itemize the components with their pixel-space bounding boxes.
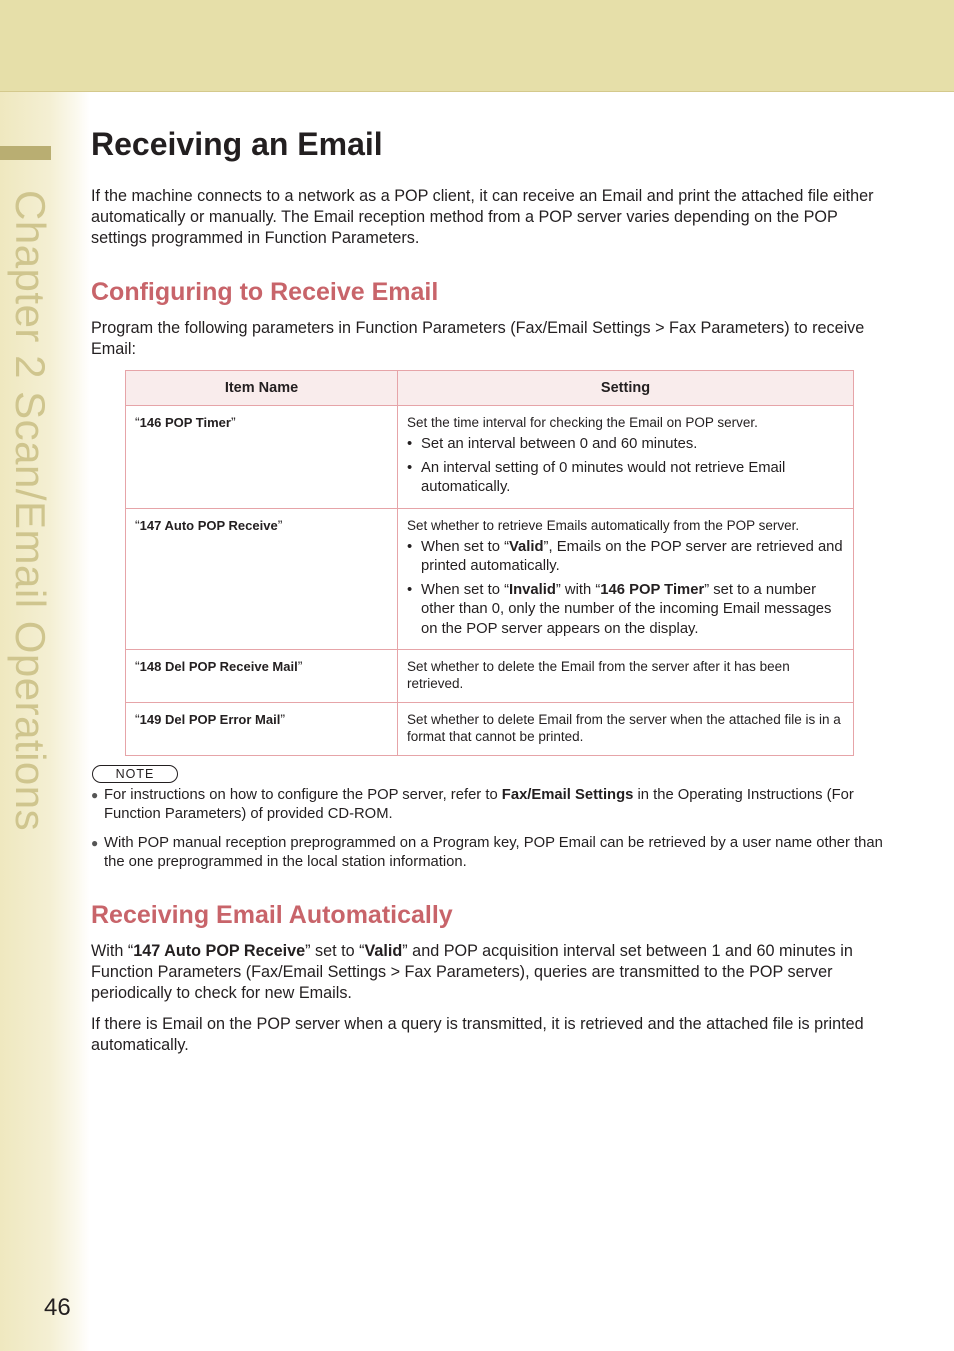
setting-cell [398,406,854,509]
table-row [126,703,854,756]
setting-description: Set whether to delete the Email from the server after it has been retrieved. [407,659,790,691]
parameters-table [125,370,854,756]
setting-cell [398,508,854,650]
setting-bullet: • Set an interval between 0 and 60 minutes. [407,436,698,452]
column-header-item-name: Item Name [126,371,398,406]
column-header-setting: Setting [398,371,854,406]
page-number: 46 [44,1294,71,1321]
item-name-cell: “147 Auto POP Receive” [126,508,398,650]
setting-description: Set whether to retrieve Emails automatically from the POP server. [407,517,800,533]
note-item: ● For instructions on how to configure the POP server, refer to Fax/Email Settings in the Operating Instructions (For Function Parameters) of provided CD-ROM. [91,787,854,822]
intro-paragraph: If the machine connects to a network as a POP client, it can receive an Email and print the attached file either automatically or manually. The Email reception method from a POP server varies depending on the POP settings programmed in Function Parameters. [91,187,874,247]
section-automatic-paragraph-2: If there is Email on the POP server when a query is transmitted, it is retrieved and the attached file is printed automatically. [91,1015,864,1054]
section-heading-automatic: Receiving Email Automatically [91,901,453,929]
table-row [126,650,854,703]
setting-cell [398,650,854,703]
setting-description: Set whether to delete Email from the server when the attached file is in a format that cannot be printed. [407,712,841,744]
setting-bullet: • When set to “Valid”, Emails on the POP server are retrieved and printed automatically. [407,538,843,574]
note-bullet-icon: ● [91,788,99,802]
note-bullet-icon: ● [91,836,99,850]
chapter-tab-marker [0,146,51,160]
table-header-row [126,371,854,406]
item-name-cell: “146 POP Timer” [126,406,398,509]
page-title: Receiving an Email [91,126,383,162]
item-name-cell: “149 Del POP Error Mail” [126,703,398,756]
setting-bullet: • When set to “Invalid” with “146 POP Timer” set to a number other than 0, only the number of the incoming Email messages on the POP server appears on the display. [407,581,832,637]
section-automatic-paragraph-1: With “147 Auto POP Receive” set to “Valid” and POP acquisition interval set between 1 and 60 minutes in Function Parameters (Fax/Email Settings > Fax Parameters), queries are transmitted to the POP server periodically to check for new Emails. [91,942,853,1002]
note-item: ● With POP manual reception preprogrammed on a Program key, POP Email can be retrieved by a user name other than the one preprogrammed in the local station information. [91,835,883,870]
table-row [126,508,854,650]
setting-bullet: • An interval setting of 0 minutes would not retrieve Email automatically. [407,459,786,495]
header-band [0,0,954,92]
section-configuring-text: Program the following parameters in Function Parameters (Fax/Email Settings > Fax Parameters) to receive Email: [91,319,865,358]
setting-cell [398,703,854,756]
section-heading-configuring: Configuring to Receive Email [91,278,439,306]
chapter-title-vertical: Chapter 2 Scan/Email Operations [7,190,54,832]
table-row [126,406,854,509]
note-label: NOTE [92,765,178,783]
item-name-cell: “148 Del POP Receive Mail” [126,650,398,703]
setting-description: Set the time interval for checking the Email on POP server. [407,415,758,430]
